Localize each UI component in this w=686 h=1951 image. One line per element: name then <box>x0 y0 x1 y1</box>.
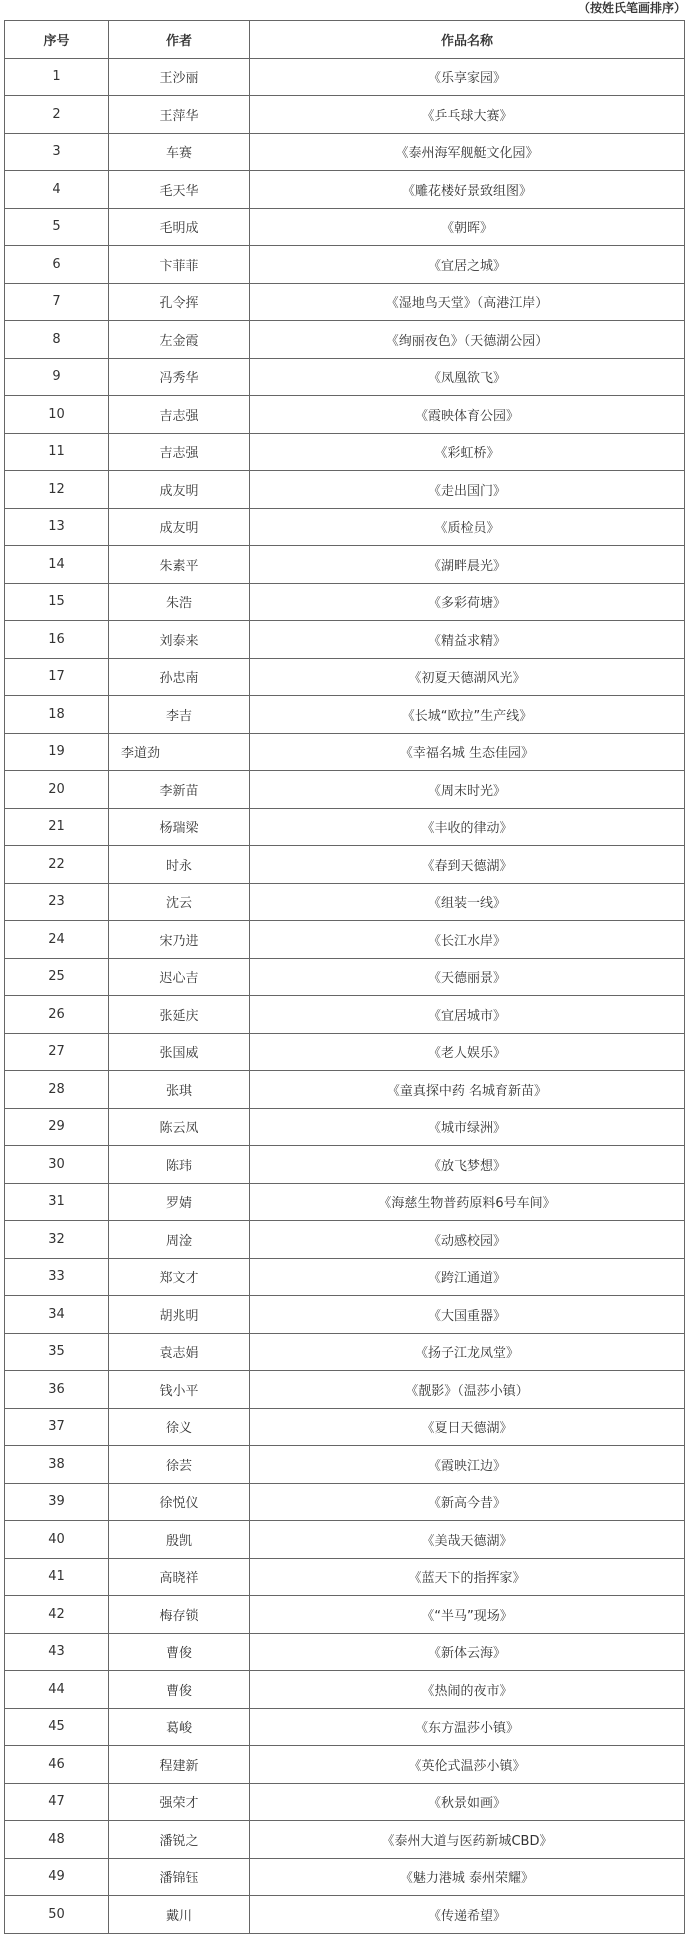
row-author: 毛天华 <box>109 171 250 209</box>
header-author: 作者 <box>109 21 250 59</box>
row-author: 朱素平 <box>109 546 250 584</box>
sort-note: （按姓氏笔画排序） <box>577 1 686 15</box>
header-number: 序号 <box>5 21 109 59</box>
table-row <box>5 1183 685 1221</box>
table-row <box>5 658 685 696</box>
row-author: 宋乃进 <box>109 921 250 959</box>
table-row <box>5 1408 685 1446</box>
table-row <box>5 546 685 584</box>
row-author: 李道劲 <box>109 733 250 771</box>
row-number: 15 <box>5 583 109 621</box>
row-title: 《湖畔晨光》 <box>250 546 685 584</box>
row-title: 《多彩荷塘》 <box>250 583 685 621</box>
works-table <box>4 20 685 1934</box>
table-row <box>5 1221 685 1259</box>
table-row <box>5 283 685 321</box>
row-title: 《彩虹桥》 <box>250 433 685 471</box>
table-row <box>5 396 685 434</box>
table-row <box>5 846 685 884</box>
row-title: 《放飞梦想》 <box>250 1146 685 1184</box>
row-number: 10 <box>5 396 109 434</box>
row-author: 刘泰来 <box>109 621 250 659</box>
table-row <box>5 358 685 396</box>
row-author: 沈云 <box>109 883 250 921</box>
row-number: 49 <box>5 1858 109 1896</box>
table-row <box>5 1558 685 1596</box>
table-row <box>5 471 685 509</box>
row-number: 42 <box>5 1596 109 1634</box>
row-author: 吉志强 <box>109 396 250 434</box>
row-author: 张延庆 <box>109 996 250 1034</box>
row-author: 袁志娟 <box>109 1333 250 1371</box>
row-title: 《海慈生物普药原料6号车间》 <box>250 1183 685 1221</box>
row-author: 潘锦钰 <box>109 1858 250 1896</box>
table-row <box>5 696 685 734</box>
row-title: 《凤凰欲飞》 <box>250 358 685 396</box>
row-author: 潘锐之 <box>109 1821 250 1859</box>
row-author: 郑文才 <box>109 1258 250 1296</box>
row-number: 40 <box>5 1521 109 1559</box>
row-author: 张国威 <box>109 1033 250 1071</box>
row-author: 陈玮 <box>109 1146 250 1184</box>
row-title: 《宜居之城》 <box>250 246 685 284</box>
table-row <box>5 508 685 546</box>
row-author: 钱小平 <box>109 1371 250 1409</box>
table-row <box>5 1333 685 1371</box>
table-row <box>5 1371 685 1409</box>
row-number: 23 <box>5 883 109 921</box>
row-number: 18 <box>5 696 109 734</box>
row-number: 50 <box>5 1896 109 1934</box>
row-author: 曹俊 <box>109 1633 250 1671</box>
row-title: 《蓝天下的指挥家》 <box>250 1558 685 1596</box>
row-title: 《天德丽景》 <box>250 958 685 996</box>
row-title: 《大国重器》 <box>250 1296 685 1334</box>
row-title: 《丰收的律动》 <box>250 808 685 846</box>
row-author: 成友明 <box>109 471 250 509</box>
row-title: 《魅力港城 泰州荣耀》 <box>250 1858 685 1896</box>
table-row <box>5 1858 685 1896</box>
row-title: 《雕花楼好景致组图》 <box>250 171 685 209</box>
row-number: 48 <box>5 1821 109 1859</box>
row-title: 《泰州海军舰艇文化园》 <box>250 133 685 171</box>
table-row <box>5 733 685 771</box>
row-title: 《英伦式温莎小镇》 <box>250 1746 685 1784</box>
table-row <box>5 1071 685 1109</box>
table-row <box>5 1671 685 1709</box>
table-row <box>5 1708 685 1746</box>
row-title: 《泰州大道与医药新城CBD》 <box>250 1821 685 1859</box>
row-author: 胡兆明 <box>109 1296 250 1334</box>
row-author: 冯秀华 <box>109 358 250 396</box>
table-row <box>5 133 685 171</box>
row-number: 25 <box>5 958 109 996</box>
row-author: 程建新 <box>109 1746 250 1784</box>
row-title: 《新体云海》 <box>250 1633 685 1671</box>
table-row <box>5 621 685 659</box>
table-row <box>5 1296 685 1334</box>
table-row <box>5 771 685 809</box>
row-author: 成友明 <box>109 508 250 546</box>
row-title: 《组装一线》 <box>250 883 685 921</box>
row-number: 27 <box>5 1033 109 1071</box>
table-row <box>5 1821 685 1859</box>
row-author: 李吉 <box>109 696 250 734</box>
table-row <box>5 433 685 471</box>
row-author: 车赛 <box>109 133 250 171</box>
row-title: 《乒乓球大赛》 <box>250 96 685 134</box>
row-title: 《“半马”现场》 <box>250 1596 685 1634</box>
row-author: 殷凯 <box>109 1521 250 1559</box>
row-number: 30 <box>5 1146 109 1184</box>
row-number: 36 <box>5 1371 109 1409</box>
table-row <box>5 1783 685 1821</box>
row-number: 9 <box>5 358 109 396</box>
row-author: 葛峻 <box>109 1708 250 1746</box>
table-row <box>5 1896 685 1934</box>
row-author: 戴川 <box>109 1896 250 1934</box>
header-title: 作品名称 <box>250 21 685 59</box>
row-title: 《靓影》（温莎小镇） <box>250 1371 685 1409</box>
table-row <box>5 246 685 284</box>
row-number: 2 <box>5 96 109 134</box>
row-title: 《新高今昔》 <box>250 1483 685 1521</box>
table-row <box>5 58 685 96</box>
row-number: 37 <box>5 1408 109 1446</box>
row-author: 罗婧 <box>109 1183 250 1221</box>
row-number: 34 <box>5 1296 109 1334</box>
table-row <box>5 996 685 1034</box>
row-number: 45 <box>5 1708 109 1746</box>
row-title: 《美哉天德湖》 <box>250 1521 685 1559</box>
row-number: 24 <box>5 921 109 959</box>
table-row <box>5 1146 685 1184</box>
row-number: 33 <box>5 1258 109 1296</box>
row-author: 卞菲菲 <box>109 246 250 284</box>
row-author: 孔令挥 <box>109 283 250 321</box>
row-number: 44 <box>5 1671 109 1709</box>
table-row <box>5 883 685 921</box>
row-author: 王沙丽 <box>109 58 250 96</box>
table-row <box>5 1596 685 1634</box>
row-title: 《动感校园》 <box>250 1221 685 1259</box>
row-title: 《传递希望》 <box>250 1896 685 1934</box>
row-author: 迟心吉 <box>109 958 250 996</box>
row-author: 曹俊 <box>109 1671 250 1709</box>
row-number: 4 <box>5 171 109 209</box>
row-author: 孙忠南 <box>109 658 250 696</box>
row-title: 《东方温莎小镇》 <box>250 1708 685 1746</box>
row-author: 李新苗 <box>109 771 250 809</box>
row-title: 《质检员》 <box>250 508 685 546</box>
table-row <box>5 1633 685 1671</box>
row-title: 《长城“欧拉”生产线》 <box>250 696 685 734</box>
table-row <box>5 1258 685 1296</box>
row-number: 13 <box>5 508 109 546</box>
row-number: 17 <box>5 658 109 696</box>
row-author: 张琪 <box>109 1071 250 1109</box>
row-author: 王萍华 <box>109 96 250 134</box>
table-row <box>5 1033 685 1071</box>
row-author: 梅存锁 <box>109 1596 250 1634</box>
row-author: 徐芸 <box>109 1446 250 1484</box>
row-title: 《乐享家园》 <box>250 58 685 96</box>
table-row <box>5 808 685 846</box>
row-author: 时永 <box>109 846 250 884</box>
row-number: 16 <box>5 621 109 659</box>
row-number: 8 <box>5 321 109 359</box>
row-title: 《夏日天德湖》 <box>250 1408 685 1446</box>
row-number: 46 <box>5 1746 109 1784</box>
row-title: 《走出国门》 <box>250 471 685 509</box>
row-title: 《秋景如画》 <box>250 1783 685 1821</box>
row-number: 19 <box>5 733 109 771</box>
row-number: 7 <box>5 283 109 321</box>
row-title: 《春到天德湖》 <box>250 846 685 884</box>
row-title: 《幸福名城 生态佳园》 <box>250 733 685 771</box>
row-author: 周淦 <box>109 1221 250 1259</box>
row-number: 32 <box>5 1221 109 1259</box>
row-number: 5 <box>5 208 109 246</box>
row-number: 47 <box>5 1783 109 1821</box>
row-author: 左金霞 <box>109 321 250 359</box>
row-title: 《热闹的夜市》 <box>250 1671 685 1709</box>
row-title: 《精益求精》 <box>250 621 685 659</box>
row-number: 21 <box>5 808 109 846</box>
row-number: 41 <box>5 1558 109 1596</box>
row-title: 《初夏天德湖风光》 <box>250 658 685 696</box>
row-number: 6 <box>5 246 109 284</box>
row-number: 20 <box>5 771 109 809</box>
row-author: 毛明成 <box>109 208 250 246</box>
row-title: 《绚丽夜色》（天德湖公园） <box>250 321 685 359</box>
table-row <box>5 958 685 996</box>
row-title: 《霞映江边》 <box>250 1446 685 1484</box>
row-author: 徐悦仪 <box>109 1483 250 1521</box>
row-number: 14 <box>5 546 109 584</box>
row-number: 43 <box>5 1633 109 1671</box>
row-title: 《长江水岸》 <box>250 921 685 959</box>
table-header-row <box>5 21 685 59</box>
row-author: 陈云凤 <box>109 1108 250 1146</box>
row-author: 高晓祥 <box>109 1558 250 1596</box>
table-row <box>5 321 685 359</box>
row-number: 28 <box>5 1071 109 1109</box>
table-row <box>5 1746 685 1784</box>
table-row <box>5 583 685 621</box>
table-row <box>5 1108 685 1146</box>
row-number: 22 <box>5 846 109 884</box>
table-row <box>5 1446 685 1484</box>
table-body <box>5 58 685 1933</box>
row-title: 《跨江通道》 <box>250 1258 685 1296</box>
row-number: 35 <box>5 1333 109 1371</box>
row-number: 29 <box>5 1108 109 1146</box>
row-author: 徐义 <box>109 1408 250 1446</box>
row-title: 《童真探中药 名城育新苗》 <box>250 1071 685 1109</box>
row-number: 39 <box>5 1483 109 1521</box>
row-author: 强荣才 <box>109 1783 250 1821</box>
table-row <box>5 921 685 959</box>
row-number: 38 <box>5 1446 109 1484</box>
row-number: 1 <box>5 58 109 96</box>
row-title: 《朝晖》 <box>250 208 685 246</box>
row-title: 《宜居城市》 <box>250 996 685 1034</box>
row-number: 11 <box>5 433 109 471</box>
row-title: 《老人娱乐》 <box>250 1033 685 1071</box>
row-author: 吉志强 <box>109 433 250 471</box>
table-row <box>5 171 685 209</box>
row-author: 杨瑞梁 <box>109 808 250 846</box>
table-row <box>5 1521 685 1559</box>
row-number: 12 <box>5 471 109 509</box>
table-row <box>5 208 685 246</box>
row-title: 《周末时光》 <box>250 771 685 809</box>
table-row <box>5 1483 685 1521</box>
row-title: 《扬子江龙凤堂》 <box>250 1333 685 1371</box>
row-number: 31 <box>5 1183 109 1221</box>
row-title: 《城市绿洲》 <box>250 1108 685 1146</box>
row-number: 3 <box>5 133 109 171</box>
row-title: 《湿地鸟天堂》（高港江岸） <box>250 283 685 321</box>
row-title: 《霞映体育公园》 <box>250 396 685 434</box>
row-number: 26 <box>5 996 109 1034</box>
table-row <box>5 96 685 134</box>
row-author: 朱浩 <box>109 583 250 621</box>
